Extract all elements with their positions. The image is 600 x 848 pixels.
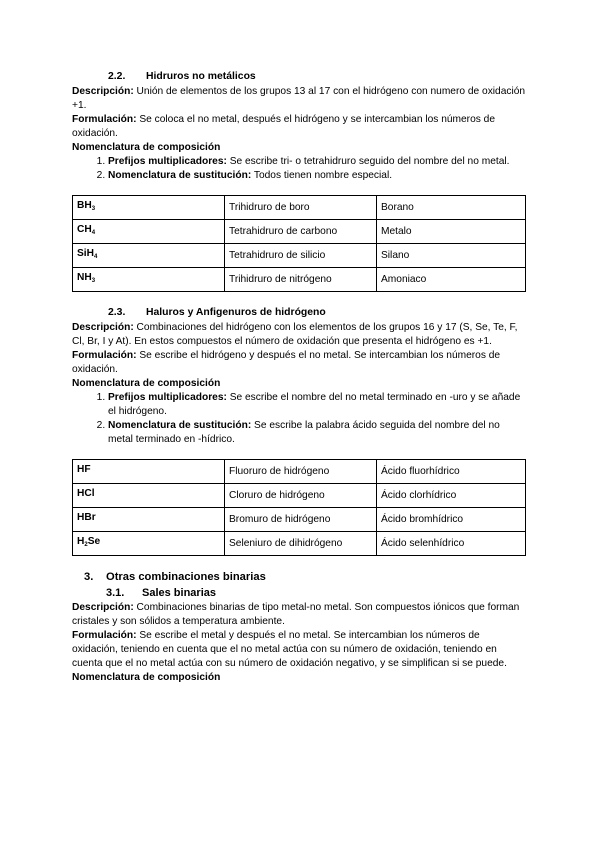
table-row — [73, 268, 526, 292]
table-row — [73, 460, 526, 484]
section-title: Hidruros no metálicos — [146, 71, 256, 82]
formula-cell: $BH_3$ — [73, 196, 225, 220]
section-title: Otras combinaciones binarias — [106, 571, 266, 583]
composition-name-cell: Tetrahidruro de silicio — [225, 244, 377, 268]
description-paragraph: Descripción: Unión de elementos de los grupos 13 al 17 con el hidrógeno con numero de oxidación +1. — [72, 86, 526, 111]
list-item: 1. Prefijos multiplicadores: Se escribe el nombre del no metal terminado en -uro y se añade el hidrógeno. — [108, 391, 527, 419]
table-row — [73, 508, 526, 532]
table-row — [73, 220, 526, 244]
composition-name-cell: Tetrahidruro de carbono — [225, 220, 377, 244]
composition-name-cell: Trihidruro de boro — [225, 196, 377, 220]
nomenclature-heading: Nomenclatura de composición — [72, 672, 221, 683]
halides-table — [72, 459, 526, 556]
list-item: 2. Nomenclatura de sustitución: Se escribe la palabra ácido seguida del nombre del no metal terminado en -hídrico. — [108, 419, 527, 447]
composition-name-cell: Fluoruro de hidrógeno — [225, 460, 377, 484]
special-name-cell: Metalo — [377, 220, 526, 244]
composition-name-cell: Cloruro de hidrógeno — [225, 484, 377, 508]
special-name-cell: Ácido fluorhídrico — [377, 460, 526, 484]
section-number: 3.1. — [106, 587, 125, 599]
formulation-paragraph: Formulación: Se escribe el hidrógeno y después el no metal. Se intercambian los números de oxidación. — [72, 350, 501, 375]
nomenclature-heading: Nomenclatura de composición — [72, 378, 221, 389]
formula-cell: HCl — [73, 484, 225, 508]
special-name-cell: Borano — [377, 196, 526, 220]
nomenclature-list — [72, 155, 527, 183]
hydrides-table — [72, 195, 526, 292]
nomenclature-heading: Nomenclatura de composición — [72, 142, 221, 153]
section-title: Sales binarias — [142, 587, 216, 599]
section-heading-2-2 — [72, 70, 527, 85]
formula-cell: HF — [73, 460, 225, 484]
formula-cell: $CH_4$ — [73, 220, 225, 244]
list-item: 1. Prefijos multiplicadores: Se escribe tri- o tetrahidruro seguido del nombre del no metal. — [108, 155, 527, 169]
special-name-cell: Ácido selenhídrico — [377, 532, 526, 556]
composition-name-cell: Seleniuro de dihidrógeno — [225, 532, 377, 556]
description-paragraph: Descripción: Combinaciones binarias de tipo metal-no metal. Son compuestos iónicos que forman cristales y son sólidos a temperatura ambiente. — [72, 602, 520, 627]
section-heading-3 — [72, 570, 527, 586]
formula-cell: HBr — [73, 508, 225, 532]
section-number: 3. — [84, 571, 94, 583]
composition-name-cell: Bromuro de hidrógeno — [225, 508, 377, 532]
table-row — [73, 196, 526, 220]
section-number: 2.3. — [108, 307, 126, 318]
special-name-cell: Ácido bromhídrico — [377, 508, 526, 532]
special-name-cell: Ácido clorhídrico — [377, 484, 526, 508]
section-heading-2-3 — [72, 306, 527, 321]
special-name-cell: Silano — [377, 244, 526, 268]
description-paragraph: Descripción: Combinaciones del hidrógeno con los elementos de los grupos 16 y 17 (S, Se, Te, F, Cl, Br, I y At). En estos compuestos el número de oxidación que presenta el hidrógeno es +1. — [72, 322, 518, 347]
special-name-cell: Amoniaco — [377, 268, 526, 292]
list-item: 2. Nomenclatura de sustitución: Todos tienen nombre especial. — [108, 169, 527, 183]
table-row — [73, 484, 526, 508]
formula-cell: $H_2Se$ — [73, 532, 225, 556]
table-row — [73, 532, 526, 556]
composition-name-cell: Trihidruro de nitrógeno — [225, 268, 377, 292]
formulation-paragraph: Formulación: Se escribe el metal y después el no metal. Se intercambian los números de oxidación, teniendo en cuenta que el no metal actúa con su número de oxidación, teniendo en cuenta que el no metal actúa con su número de oxidación negativo, y se simplifican si se puede. — [72, 630, 507, 669]
formula-cell: SiH$_4$ — [73, 244, 225, 268]
table-row — [73, 244, 526, 268]
section-title: Haluros y Anfigenuros de hidrógeno — [146, 307, 326, 318]
nomenclature-list — [72, 391, 527, 447]
formula-cell: $NH_3$ — [73, 268, 225, 292]
formulation-paragraph: Formulación: Se coloca el no metal, después el hidrógeno y se intercambian los números de oxidación. — [72, 114, 495, 139]
section-number: 2.2. — [108, 71, 126, 82]
section-heading-3-1 — [72, 586, 527, 601]
document-page — [72, 70, 527, 685]
